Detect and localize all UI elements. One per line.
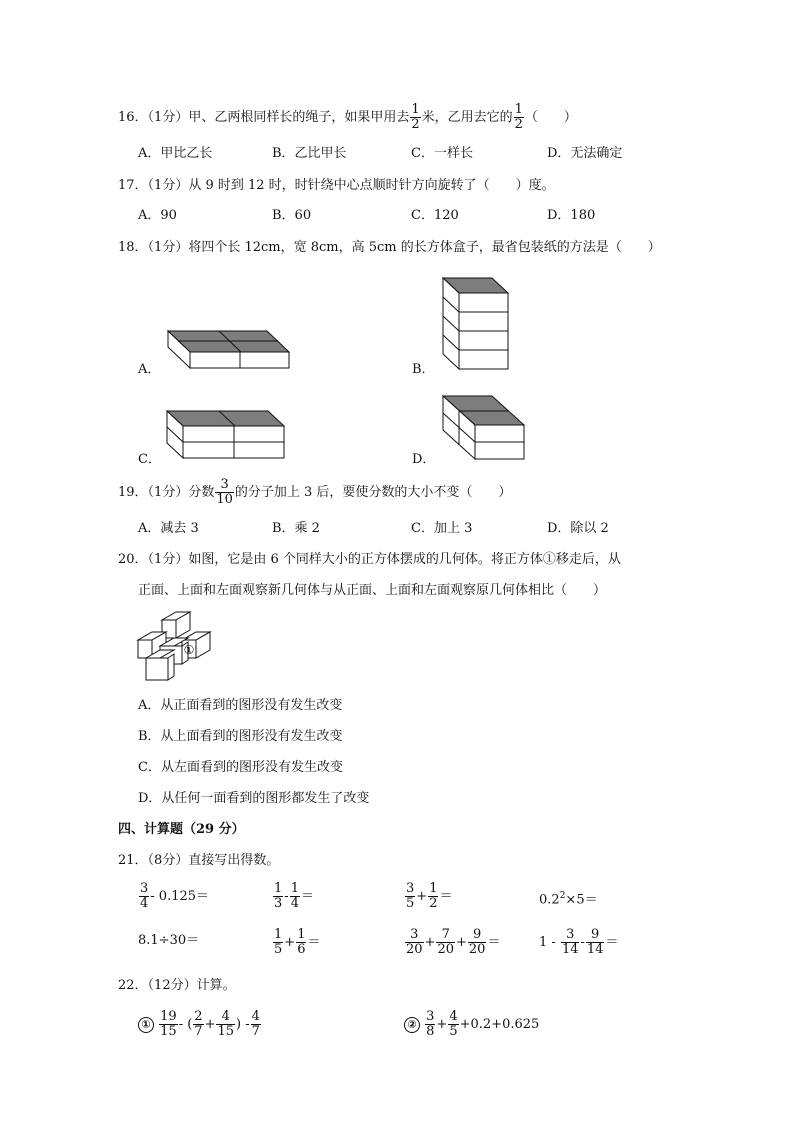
- q18-option-d[interactable]: D．: [412, 452, 436, 467]
- q19-stem: 19．（1分）分数 $\frac{3}{10}$ 的分子加上 3 后，要使分数的大小不变（ ）: [118, 477, 512, 507]
- q22-calc-1: ① $\frac{19}{15}$ - ( $\frac{2}{7}$ + $\frac{4}{15}$ ) - $\frac{4}{7}$: [138, 1010, 262, 1039]
- q20-option-c[interactable]: C．从左面看到的图形没有发生改变: [138, 760, 343, 775]
- q20-cube-figure: [132, 610, 216, 684]
- q21-expr-7: $\frac{3}{20}$ + $\frac{7}{20}$ + $\frac{9}{20}$ ＝: [406, 927, 501, 957]
- q16-stem: 16．（1分）甲、乙两根同样长的绳子，如果甲用去 $\frac{1}{2}$ 米，乙用去它的 $\frac{1}{2}$ （ ）: [118, 102, 577, 132]
- fraction: $\frac{3}{10}$: [216, 477, 233, 507]
- q18-option-b[interactable]: B．: [412, 362, 435, 377]
- q21-expr-5: 8.1÷30＝: [138, 933, 200, 948]
- q18-option-a[interactable]: A．: [138, 362, 161, 377]
- q18-option-c[interactable]: C．: [138, 452, 161, 467]
- fraction: $\frac{1}{2}$: [411, 102, 420, 132]
- q19-option-d[interactable]: D．除以 2: [547, 521, 609, 536]
- q17-option-d[interactable]: D．180: [547, 208, 596, 223]
- q18-stem: 18．（1分）将四个长 12cm，宽 8cm，高 5cm 的长方体盒子，最省包装纸的方法是（ ）: [118, 240, 661, 255]
- cube-mark: ①: [183, 643, 195, 657]
- q20-stem-line2: 正面、上面和左面观察新几何体与从正面、上面和左面观察原几何体相比（ ）: [138, 583, 607, 598]
- q21-expr-1: $\frac{3}{4}$ - 0.125＝: [140, 881, 210, 911]
- q17-option-b[interactable]: B．60: [272, 208, 312, 223]
- q21-expr-6: $\frac{1}{5}$ + $\frac{1}{6}$ ＝: [274, 927, 321, 957]
- q16-option-c[interactable]: C．一样长: [411, 146, 473, 161]
- q19-option-b[interactable]: B．乘 2: [272, 521, 320, 536]
- q20-stem-line1: 20．（1分）如图，它是由 6 个同样大小的正方体摆成的几何体。将正方体①移走后，从: [118, 552, 621, 567]
- q17-stem: 17．（1分）从 9 时到 12 时，时针绕中心点顺时针方向旋转了（ ）度。: [118, 178, 555, 193]
- q18-figure-d: [440, 393, 528, 463]
- q17-option-c[interactable]: C．120: [411, 208, 459, 223]
- q16-option-a[interactable]: A．甲比乙长: [138, 146, 213, 161]
- q22-stem: 22．（12分）计算。: [118, 978, 236, 993]
- fraction: $\frac{1}{2}$: [514, 102, 523, 132]
- q21-expr-4: $0.2^2\times 5=$: [539, 891, 598, 908]
- section-title: 四、计算题（29 分）: [118, 822, 245, 837]
- q19-option-a[interactable]: A．减去 3: [138, 521, 199, 536]
- q19-option-c[interactable]: C．加上 3: [411, 521, 473, 536]
- q21-stem: 21．（8分）直接写出得数。: [118, 853, 280, 868]
- q20-option-a[interactable]: A．从正面看到的图形没有发生改变: [138, 698, 343, 713]
- q16-option-b[interactable]: B．乙比甲长: [272, 146, 347, 161]
- q18-figure-a: [165, 328, 293, 372]
- q16-option-d[interactable]: D．无法确定: [547, 146, 623, 161]
- q22-calc-2: ② $\frac{3}{8}$ + $\frac{4}{5}$ +0.2+0.625: [404, 1010, 539, 1039]
- q17-option-a[interactable]: A．90: [138, 208, 177, 223]
- q20-option-d[interactable]: D．从任何一面看到的图形都发生了改变: [138, 791, 370, 806]
- q21-expr-3: $\frac{3}{5}$ + $\frac{1}{2}$ ＝: [406, 881, 453, 911]
- q20-option-b[interactable]: B．从上面看到的图形没有发生改变: [138, 729, 343, 744]
- q18-figure-b: [440, 275, 512, 373]
- q21-expr-8: 1 - $\frac{3}{14}$ - $\frac{9}{14}$ ＝: [539, 927, 619, 957]
- q18-figure-c: [164, 408, 290, 462]
- q21-expr-2: $\frac{1}{3}$ - $\frac{1}{4}$ ＝: [274, 881, 314, 911]
